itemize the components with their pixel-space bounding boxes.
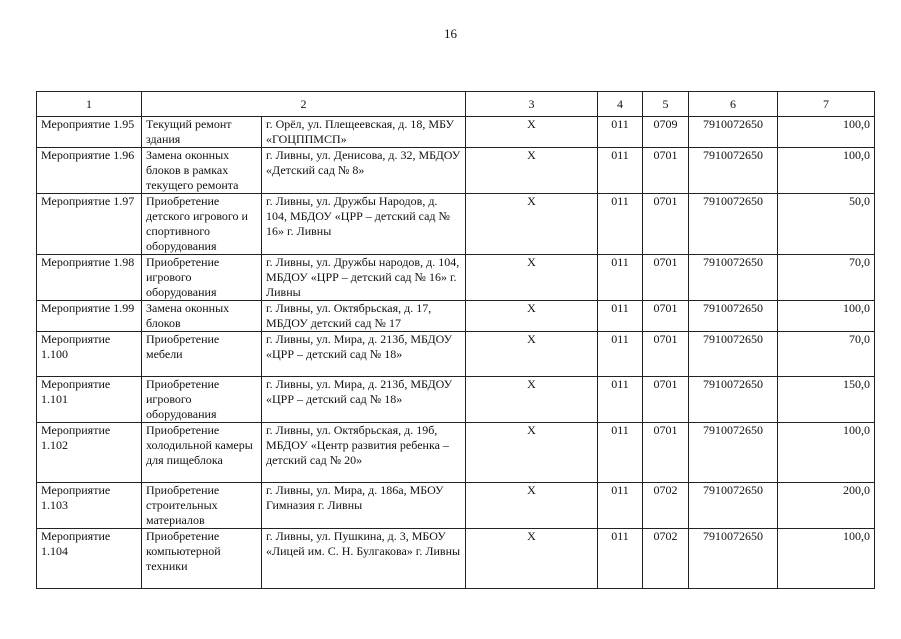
row-name-cell: Приобретение игрового оборудования (142, 377, 262, 423)
budget-table (36, 91, 875, 589)
row-col6-cell: 7910072650 (689, 301, 778, 332)
header-col-7: 7 (778, 92, 875, 117)
row-id-cell: Мероприятие 1.100 (37, 332, 142, 377)
row-col6-cell: 7910072650 (689, 117, 778, 148)
row-address-cell: г. Ливны, ул. Дружбы Народов, д. 104, МБДОУ «ЦРР – детский сад № 16» г. Ливны (262, 194, 466, 255)
table-row (37, 529, 875, 589)
row-col6-cell: 7910072650 (689, 377, 778, 423)
row-col4-cell: 011 (598, 194, 643, 255)
row-col7-cell: 150,0 (778, 377, 875, 423)
row-col3-cell: Х (466, 423, 598, 483)
row-col4-cell: 011 (598, 332, 643, 377)
row-col3-cell: Х (466, 483, 598, 529)
row-name-cell: Приобретение игрового оборудования (142, 255, 262, 301)
row-name-cell: Приобретение компьютерной техники (142, 529, 262, 589)
row-col7-cell: 50,0 (778, 194, 875, 255)
row-address-cell: г. Ливны, ул. Октябрьская, д. 17, МБДОУ детский сад № 17 (262, 301, 466, 332)
table-body (37, 117, 875, 589)
row-col3-cell: Х (466, 301, 598, 332)
row-col3-cell: Х (466, 377, 598, 423)
row-col5-cell: 0701 (643, 194, 689, 255)
row-col4-cell: 011 (598, 117, 643, 148)
row-col6-cell: 7910072650 (689, 332, 778, 377)
header-col-2: 2 (142, 92, 466, 117)
row-col3-cell: Х (466, 255, 598, 301)
row-col6-cell: 7910072650 (689, 148, 778, 194)
table-row (37, 117, 875, 148)
row-col4-cell: 011 (598, 483, 643, 529)
header-col-1: 1 (37, 92, 142, 117)
row-col7-cell: 70,0 (778, 255, 875, 301)
row-address-cell: г. Ливны, ул. Мира, д. 213б, МБДОУ «ЦРР – детский сад № 18» (262, 377, 466, 423)
row-col7-cell: 100,0 (778, 148, 875, 194)
row-col5-cell: 0701 (643, 377, 689, 423)
table-row (37, 332, 875, 377)
row-id-cell: Мероприятие 1.97 (37, 194, 142, 255)
row-col5-cell: 0701 (643, 332, 689, 377)
row-col7-cell: 200,0 (778, 483, 875, 529)
table-row (37, 483, 875, 529)
header-col-4: 4 (598, 92, 643, 117)
row-col4-cell: 011 (598, 301, 643, 332)
table-row (37, 148, 875, 194)
row-id-cell: Мероприятие 1.99 (37, 301, 142, 332)
row-col5-cell: 0701 (643, 148, 689, 194)
row-address-cell: г. Ливны, ул. Октябрьская, д. 19б, МБДОУ «Центр развития ребенка – детский сад № 20» (262, 423, 466, 483)
row-col6-cell: 7910072650 (689, 529, 778, 589)
row-name-cell: Замена оконных блоков в рамках текущего ремонта (142, 148, 262, 194)
row-col3-cell: Х (466, 148, 598, 194)
table-row (37, 194, 875, 255)
row-address-cell: г. Ливны, ул. Денисова, д. 32, МБДОУ «Детский сад № 8» (262, 148, 466, 194)
row-id-cell: Мероприятие 1.102 (37, 423, 142, 483)
row-id-cell: Мероприятие 1.103 (37, 483, 142, 529)
row-id-cell: Мероприятие 1.98 (37, 255, 142, 301)
row-col5-cell: 0701 (643, 301, 689, 332)
header-col-5: 5 (643, 92, 689, 117)
row-col5-cell: 0701 (643, 255, 689, 301)
table-row (37, 301, 875, 332)
row-address-cell: г. Орёл, ул. Плещеевская, д. 18, МБУ «ГОЦППМСП» (262, 117, 466, 148)
row-col4-cell: 011 (598, 529, 643, 589)
row-col5-cell: 0702 (643, 483, 689, 529)
row-col3-cell: Х (466, 117, 598, 148)
row-name-cell: Замена оконных блоков (142, 301, 262, 332)
table-row (37, 255, 875, 301)
row-col7-cell: 100,0 (778, 301, 875, 332)
row-name-cell: Текущий ремонт здания (142, 117, 262, 148)
row-col5-cell: 0709 (643, 117, 689, 148)
row-id-cell: Мероприятие 1.96 (37, 148, 142, 194)
row-col3-cell: Х (466, 332, 598, 377)
row-col7-cell: 100,0 (778, 423, 875, 483)
row-col7-cell: 70,0 (778, 332, 875, 377)
row-address-cell: г. Ливны, ул. Мира, д. 186а, МБОУ Гимназия г. Ливны (262, 483, 466, 529)
row-col6-cell: 7910072650 (689, 194, 778, 255)
row-id-cell: Мероприятие 1.101 (37, 377, 142, 423)
header-row (37, 92, 875, 117)
row-col4-cell: 011 (598, 148, 643, 194)
row-name-cell: Приобретение детского игрового и спортивного оборудования (142, 194, 262, 255)
row-col6-cell: 7910072650 (689, 483, 778, 529)
row-col4-cell: 011 (598, 423, 643, 483)
header-col-3: 3 (466, 92, 598, 117)
row-col4-cell: 011 (598, 377, 643, 423)
row-col7-cell: 100,0 (778, 117, 875, 148)
header-col-6: 6 (689, 92, 778, 117)
page-number: 16 (444, 26, 457, 41)
row-col3-cell: Х (466, 194, 598, 255)
row-name-cell: Приобретение строительных материалов (142, 483, 262, 529)
row-id-cell: Мероприятие 1.95 (37, 117, 142, 148)
row-address-cell: г. Ливны, ул. Дружбы народов, д. 104, МБДОУ «ЦРР – детский сад № 16» г. Ливны (262, 255, 466, 301)
row-address-cell: г. Ливны, ул. Мира, д. 213б, МБДОУ «ЦРР – детский сад № 18» (262, 332, 466, 377)
row-address-cell: г. Ливны, ул. Пушкина, д. 3, МБОУ «Лицей им. С. Н. Булгакова» г. Ливны (262, 529, 466, 589)
row-col6-cell: 7910072650 (689, 255, 778, 301)
row-col4-cell: 011 (598, 255, 643, 301)
row-col7-cell: 100,0 (778, 529, 875, 589)
row-col5-cell: 0702 (643, 529, 689, 589)
row-col3-cell: Х (466, 529, 598, 589)
row-name-cell: Приобретение холодильной камеры для пищеблока (142, 423, 262, 483)
row-col6-cell: 7910072650 (689, 423, 778, 483)
table-row (37, 377, 875, 423)
row-name-cell: Приобретение мебели (142, 332, 262, 377)
table-row (37, 423, 875, 483)
row-col5-cell: 0701 (643, 423, 689, 483)
row-id-cell: Мероприятие 1.104 (37, 529, 142, 589)
